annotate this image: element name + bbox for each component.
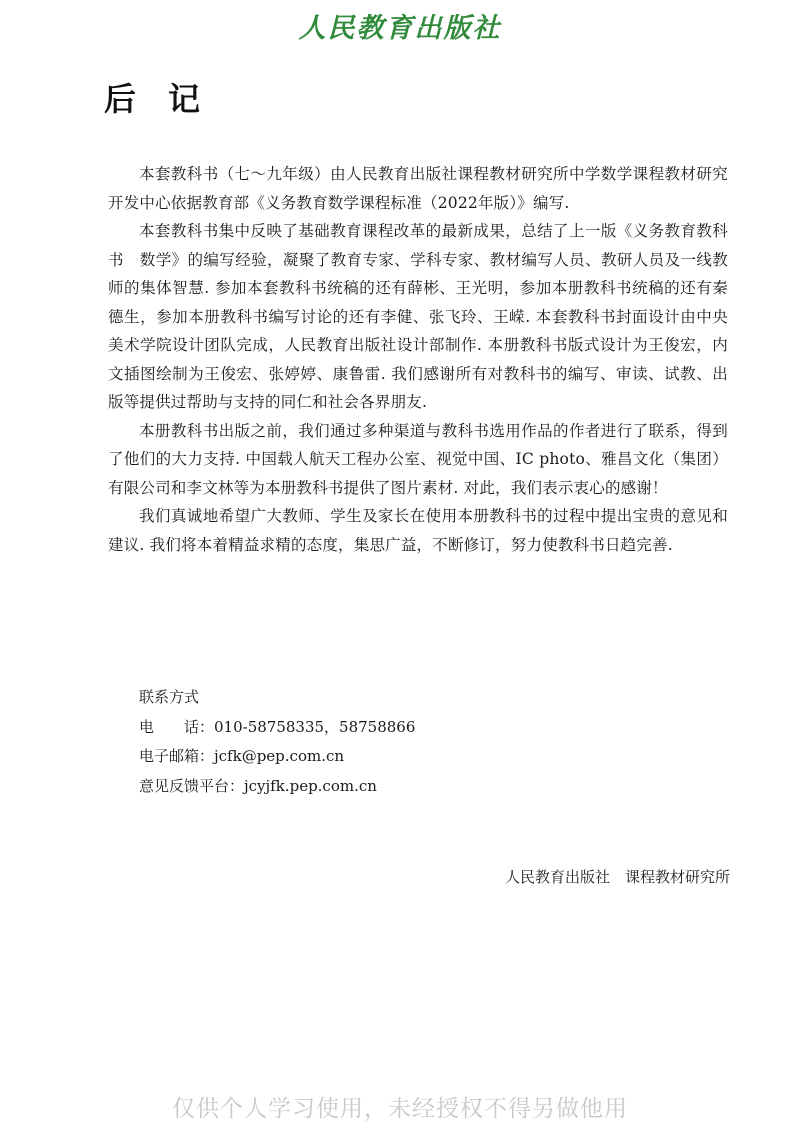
page-title: 后记 xyxy=(104,80,233,118)
paragraph-3: 本册教科书出版之前，我们通过多种渠道与教科书选用作品的作者进行了联系，得到了他们的大力支持. 中国载人航天工程办公室、视觉中国、IC photo、雅昌文化（集团）有限公司和李文林等为本册教科书提供了图片素材. 对此，我们表示衷心的感谢！ xyxy=(108,421,728,497)
contact-heading: 联系方式 xyxy=(139,688,200,706)
contact-email: 电子邮箱：jcfk@pep.com.cn xyxy=(139,747,345,765)
paragraph-1: 本套教科书（七～九年级）由人民教育出版社课程教材研究所中学数学课程教材研究开发中心依据教育部《义务教育数学课程标准（2022年版）》编写. xyxy=(108,165,728,212)
paragraph-4: 我们真诚地希望广大教师、学生及家长在使用本册教科书的过程中提出宝贵的意见和建议. 我们将本着精益求精的态度，集思广益，不断修订，努力使教科书日趋完善. xyxy=(108,507,728,554)
contact-phone: 电 话：010-58758335，58758866 xyxy=(139,717,416,736)
watermark: 仅供个人学习使用，未经授权不得另做他用 xyxy=(172,1096,628,1122)
publisher-logo: 人民教育出版社 xyxy=(298,13,502,44)
afterword-body xyxy=(108,160,728,559)
publisher-signature: 人民教育出版社 课程教材研究所 xyxy=(504,868,730,886)
contact-feedback: 意见反馈平台：jcyjfk.pep.com.cn xyxy=(139,776,377,795)
contact-block xyxy=(139,683,415,801)
paragraph-2: 本套教科书集中反映了基础教育课程改革的最新成果，总结了上一版《义务教育教科书 数学》的编写经验，凝聚了教育专家、学科专家、教材编写人员、教研人员及一线教师的集体智慧. 参加本套教科书统稿的还有薛彬、王光明，参加本册教科书统稿的还有秦德生，参加本册教科书编写讨论的还有李健、张飞玲、王嵘. 本套教科书封面设计由中央美术学院设计团队完成，人民教育出版社设计部制作. 本册教科书版式设计为王俊宏，内文插图绘制为王俊宏、张婷婷、康鲁雷. 我们感谢所有对教科书的编写、审读、试教、出版等提供过帮助与支持的同仁和社会各界朋友. xyxy=(108,222,728,411)
